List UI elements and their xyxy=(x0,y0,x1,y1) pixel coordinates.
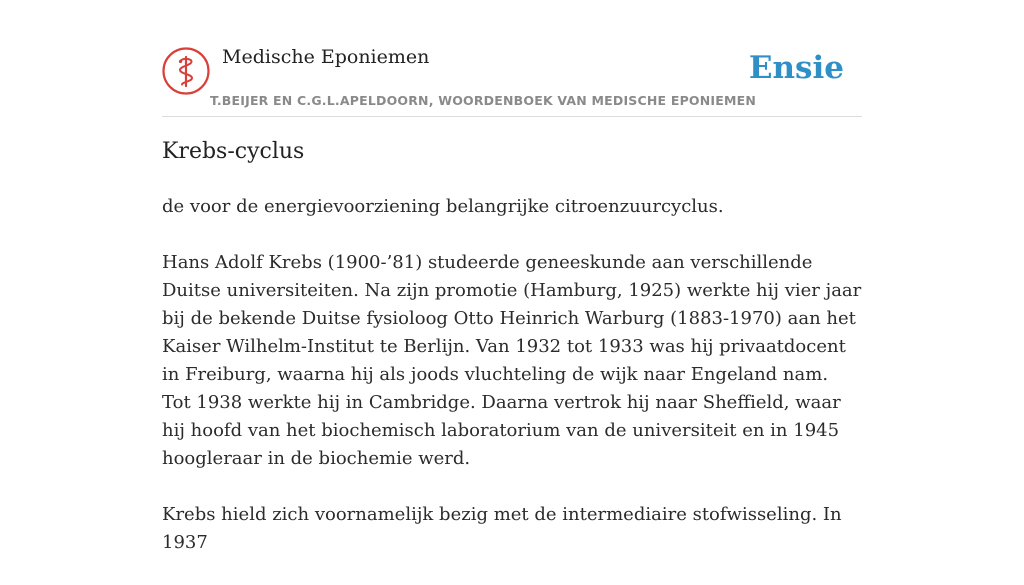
header xyxy=(162,40,862,117)
source-subtitle: T.BEIJER EN C.G.L.APELDOORN, WOORDENBOEK VAN MEDISCHE EPONIEMEN xyxy=(210,93,757,108)
entry-content xyxy=(162,193,862,585)
page xyxy=(162,0,862,553)
source-title[interactable]: Medische Eponiemen xyxy=(222,46,430,68)
entry-title: Krebs-cyclus xyxy=(162,139,305,164)
entry-definition: de voor de energievoorziening belangrijke citroenzuurcyclus. xyxy=(162,196,724,217)
brand-logo[interactable]: Ensie xyxy=(748,50,844,86)
entry-paragraph-partial: Krebs hield zich voornamelijk bezig met de intermediaire stofwisseling. In 1937 xyxy=(162,504,842,553)
entry-biography: Hans Adolf Krebs (1900-’81) studeerde geneeskunde aan verschillende Duitse universiteiten. Na zijn promotie (Hamburg, 1925) werkte hij vier jaar bij de bekende Duitse fysioloog Otto Heinrich Warburg (1883-1970) aan het Kaiser Wilhelm-Institut te Berlijn. Van 1932 tot 1933 was hij privaatdocent in Freiburg, waarna hij als joods vluchteling de wijk naar Engeland nam. Tot 1938 werkte hij in Cambridge. Daarna vertrok hij naar Sheffield, waar hij hoofd van het biochemisch laboratorium van de universiteit en in 1945 hoogleraar in de biochemie werd. xyxy=(162,252,862,469)
caduceus-icon[interactable] xyxy=(162,47,210,95)
